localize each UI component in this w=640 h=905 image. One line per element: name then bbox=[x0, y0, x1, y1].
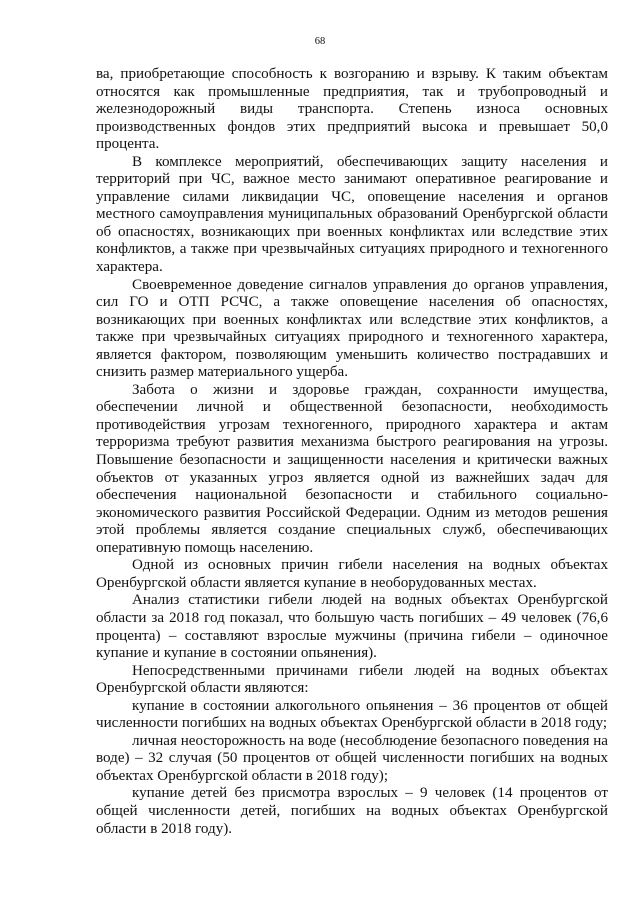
paragraph-citizen-safety: Забота о жизни и здоровье граждан, сохранности имущества, обеспечении личной и общественной безопасности, необходимость противодействия угрозам техногенного, природного характера и актам терроризма требуют развития механизма быстрого реагирования на угрозы. Повышение безопасности и защищенности населения и критически важных объектов от указанных угроз является одной из важнейших задач для обеспечения национальной безопасности и стабильного социально-экономического развития Российской Федерации. Одним из методов решения этой проблемы является создание специальных служб, обеспечивающих оперативную помощь населению. bbox=[96, 381, 608, 556]
paragraph-statistics-2018: Анализ статистики гибели людей на водных объектах Оренбургской области за 2018 год показал, что большую часть погибших – 49 человек (76,6 процента) – составляют взрослые мужчины (причина гибели – одиночное купание и купание в состоянии опьянения). bbox=[96, 592, 608, 662]
document-body bbox=[96, 66, 608, 838]
paragraph-drowning-cause: Одной из основных причин гибели населения на водных объектах Оренбургской области является купание в необорудованных местах. bbox=[96, 557, 608, 591]
list-item-carelessness: личная неосторожность на воде (несоблюдение безопасного поведения на воде) – 32 случая (50 процентов от общей численности погибших на водных объектах Оренбургской области в 2018 году); bbox=[96, 732, 608, 784]
page-number: 68 bbox=[314, 36, 326, 47]
list-item-children: купание детей без присмотра взрослых – 9 человек (14 процентов от общей численности детей, погибших на водных объектах Оренбургской области в 2018 году). bbox=[96, 785, 608, 837]
paragraph-direct-causes-intro: Непосредственными причинами гибели людей на водных объектах Оренбургской области являются: bbox=[96, 662, 608, 697]
paragraph-signal-delivery: Своевременное доведение сигналов управления до органов управления, сил ГО и ОТП РСЧС, а также оповещение населения об опасностях, возникающих при военных конфликтах или вследствие этих конфликтов, а также при чрезвычайных ситуациях природного и техногенного характера, является фактором, позволяющим уменьшить количество пострадавших и снизить размер материального ущерба. bbox=[96, 276, 608, 381]
paragraph-continuation: ва, приобретающие способность к возгоранию и взрыву. К таким объектам относятся как промышленные предприятия, так и трубопроводный и железнодорожный виды транспорта. Степень износа основных производственных фондов этих предприятий высока и превышает 50,0 процента. bbox=[96, 66, 608, 153]
paragraph-emergency-response: В комплексе мероприятий, обеспечивающих защиту населения и территорий при ЧС, важное место занимают оперативное реагирование и управление силами ликвидации ЧС, оповещение населения и органов местного самоуправления муниципальных образований Оренбургской области об опасностях, возникающих при военных конфликтах или вследствие этих конфликтов, а также при чрезвычайных ситуациях природного и техногенного характера. bbox=[96, 153, 608, 276]
list-item-alcohol: купание в состоянии алкогольного опьянения – 36 процентов от общей численности погибших на водных объектах Оренбургской области в 2018 году; bbox=[96, 697, 608, 732]
